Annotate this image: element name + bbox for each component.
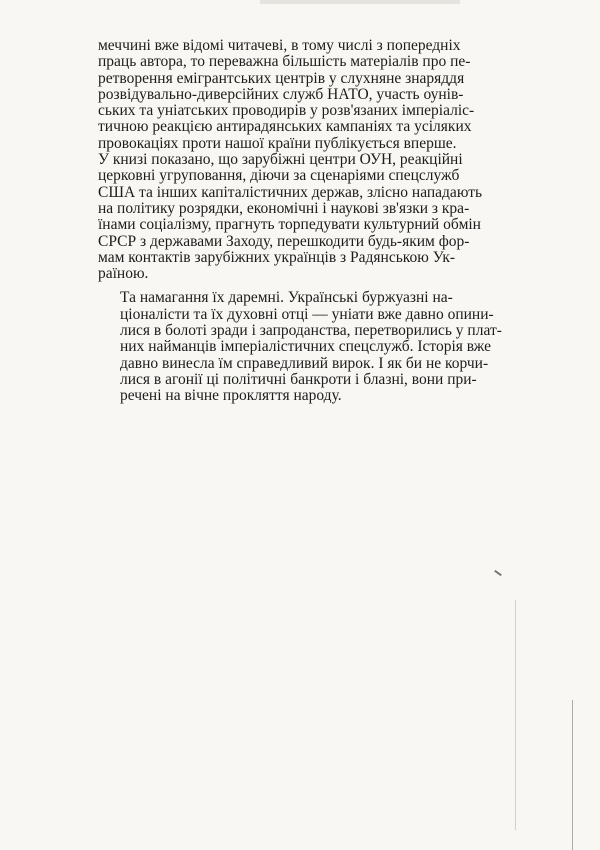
text-line: на політику розрядки, економічні і наукові зв'язки з кра- — [98, 200, 470, 217]
scan-smudge — [260, 0, 460, 4]
text-line: лися в агонії ці політичні банкроти і блазні, вони при- — [120, 371, 477, 388]
text-line: У книзі показано, що зарубіжні центри ОУН, реакційні — [98, 152, 463, 169]
scan-artifact-edge — [572, 700, 573, 850]
text-line: ціоналісти та їх духовні отці — уніати вже давно опини- — [120, 306, 494, 323]
text-line: раїною. — [98, 266, 149, 283]
text-line: провокаціях проти нашої країни публікується вперше. — [98, 135, 457, 152]
text-line: СРСР з державами Заходу, перешкодити будь-яким фор- — [98, 233, 470, 250]
scan-artifact-line — [515, 600, 516, 830]
text-line: праць автора, то переважна більшість матеріалів про пе- — [98, 54, 471, 71]
text-line: давно винесла їм справедливий вирок. І як би не корчи- — [120, 355, 489, 372]
text-line: США та інших капіталістичних держав, злісно нападають — [98, 184, 483, 201]
scan-artifact-mark — [494, 570, 502, 576]
text-line: мам контактів зарубіжних українців з Радянською Ук- — [98, 249, 456, 266]
text-line: меччині вже відомі читачеві, в тому числі з попередніх — [98, 38, 461, 54]
text-line: Та намагання їх даремні. Українські буржуазні на- — [120, 290, 453, 307]
text-line: церковні угруповання, діючи за сценаріями спецслужб — [98, 168, 460, 185]
text-line: ретворення емігрантських центрів у слухняне знаряддя — [98, 70, 465, 87]
paragraph-2 — [98, 290, 540, 404]
text-line: тичною реакцією антирадянських кампаніях та усіляких — [98, 119, 472, 136]
text-line: ських та уніатських проводирів у розв'язаних імперіаліс- — [98, 103, 475, 120]
body-text — [98, 38, 540, 405]
text-line: їнами соціалізму, прагнуть торпедувати культурний обмін — [98, 217, 481, 234]
paragraph-1 — [98, 38, 540, 282]
text-line: лися в болоті зради і запроданства, перетворились у плат- — [120, 323, 502, 340]
text-line: них найманців імперіалістичних спецслужб. Історія вже — [120, 339, 492, 356]
text-line: розвідувально-диверсійних служб НАТО, участь оунів- — [98, 86, 464, 103]
text-line: речені на вічне прокляття народу. — [120, 388, 342, 405]
